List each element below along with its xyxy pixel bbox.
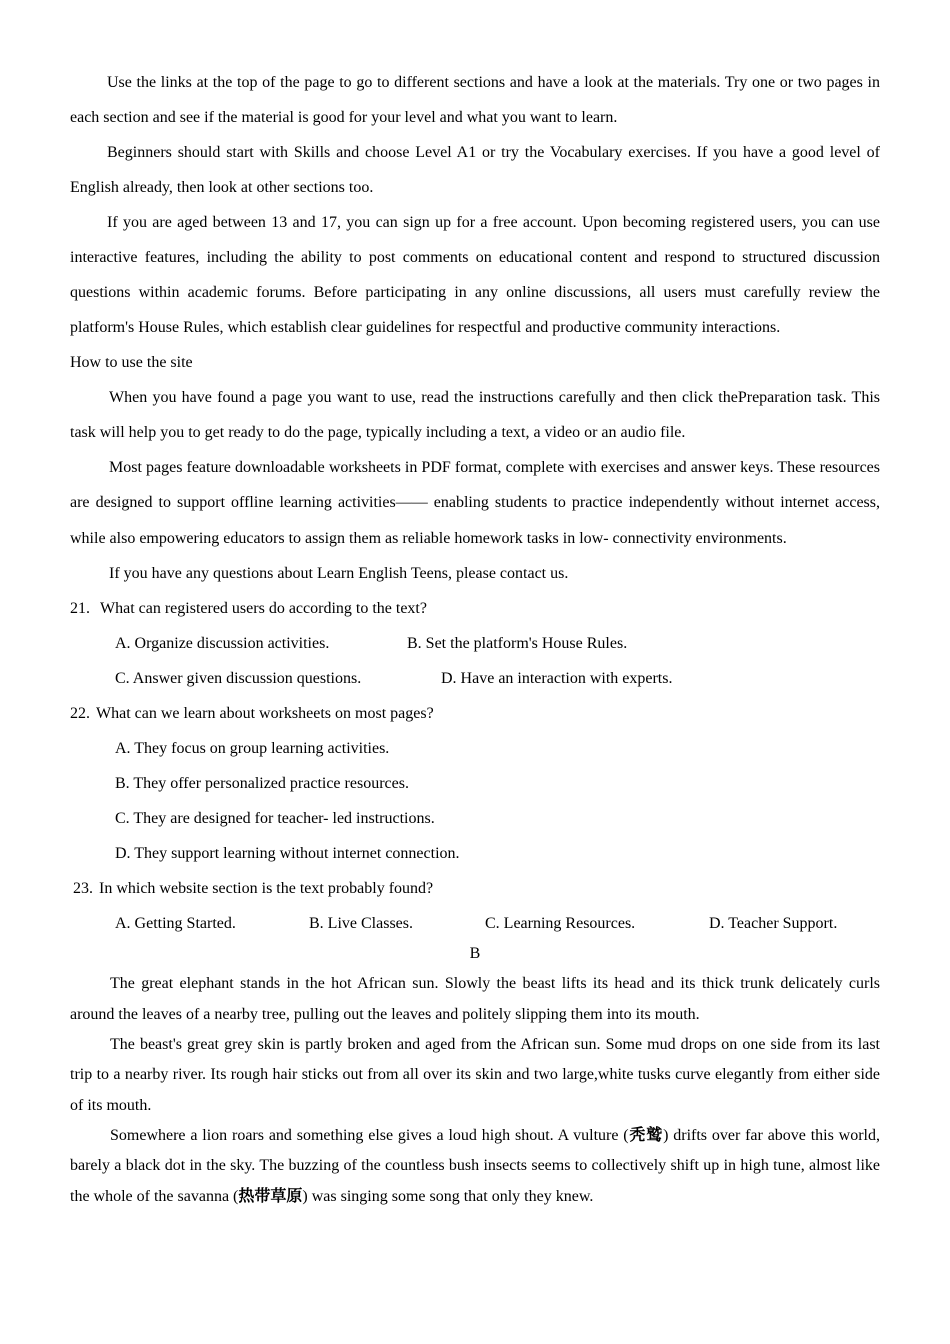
chinese-gloss-vulture: 秃鹫	[628, 1126, 664, 1144]
question-22-option-b-row	[70, 766, 880, 801]
passage-b-paragraph-3	[70, 1121, 880, 1212]
passage-a-paragraph: If you are aged between 13 and 17, you can sign up for a free account. Upon becoming registered users, you can use interactive features, including the ability to post comments on educational content and respond to structured discussion questions within academic forums. Before participating in any online discussions, all users must carefully review the platform's House Rules, which establish clear guidelines for respectful and productive community interactions.	[70, 213, 880, 337]
question-stem: What can we learn about worksheets on most pages?	[96, 704, 434, 722]
question-21-options-row-2	[70, 661, 880, 696]
chinese-gloss-savanna: 热带草原	[238, 1187, 303, 1205]
paragraph-text: ) was singing some song that only they knew.	[302, 1187, 594, 1205]
option-a: A. Getting Started.	[115, 915, 236, 933]
paragraph-text: Somewhere a lion roars and something else gives a loud high shout. A vulture (	[110, 1126, 629, 1144]
passage-a-paragraph: Beginners should start with Skills and choose Level A1 or try the Vocabulary exercises. If you have a good level of English already, then look at other sections too.	[70, 143, 880, 196]
passage-a-paragraph: If you have any questions about Learn English Teens, please contact us.	[109, 564, 569, 582]
passage-a-paragraph: Use the links at the top of the page to go to different sections and have a look at the materials. Try one or two pages in each section and see if the material is good for your level and what you want to learn.	[70, 73, 880, 126]
question-22-option-c-row	[70, 801, 880, 836]
question-22	[70, 696, 880, 731]
option-b: B. They offer personalized practice resources.	[115, 775, 409, 793]
option-c: C. Answer given discussion questions.	[115, 669, 362, 687]
option-d: D. Teacher Support.	[709, 915, 838, 933]
question-number: 23.	[73, 880, 93, 898]
question-23-options-row	[70, 906, 880, 941]
question-number: 21.	[70, 599, 90, 617]
option-d: D. They support learning without internet connection.	[115, 845, 460, 863]
passage-b	[70, 969, 880, 1211]
passage-a-subheading: How to use the site	[70, 354, 193, 372]
section-label-b: B	[469, 945, 481, 963]
option-d: D. Have an interaction with experts.	[441, 669, 673, 687]
question-stem: In which website section is the text probably found?	[99, 880, 434, 898]
question-22-option-d-row	[70, 836, 880, 871]
passage-a-paragraph: Most pages feature downloadable worksheets in PDF format, complete with exercises and answer keys. These resources are designed to support offline learning activities—— enabling students to practice independently without internet access, while also empowering educators to assign them as reliable homework tasks in low- connectivity environments.	[70, 459, 880, 547]
option-a: A. Organize discussion activities.	[115, 634, 330, 652]
option-b: B. Live Classes.	[309, 915, 413, 933]
question-23	[70, 871, 880, 906]
exam-page-content	[70, 65, 880, 1212]
option-a: A. They focus on group learning activities.	[115, 739, 390, 757]
option-c: C. Learning Resources.	[485, 915, 636, 933]
paragraph-text: ) drifts over far above this world, barely a black dot in the sky. The buzzing of the countless bush insects seems to collectively shift up in high tune, almost like the whole of the savanna (	[70, 1126, 880, 1205]
question-21-options-row-1	[70, 626, 880, 661]
passage-a	[70, 65, 880, 942]
question-22-option-a-row	[70, 731, 880, 766]
question-number: 22.	[70, 704, 90, 722]
passage-b-paragraph: The great elephant stands in the hot African sun. Slowly the beast lifts its head and its thick trunk delicately curls around the leaves of a nearby tree, pulling out the leaves and politely slipping them into its mouth.	[70, 975, 880, 1023]
passage-a-paragraph: When you have found a page you want to use, read the instructions carefully and then click thePreparation task. This task will help you to get ready to do the page, typically including a text, a video or an audio file.	[70, 389, 880, 442]
question-21	[70, 591, 880, 626]
passage-b-paragraph: The beast's great grey skin is partly broken and aged from the African sun. Some mud drops on one side from its last trip to a nearby river. Its rough hair sticks out from all over its skin and two large,white tusks curve elegantly from either side of its mouth.	[70, 1036, 880, 1114]
option-b: B. Set the platform's House Rules.	[407, 634, 628, 652]
question-stem: What can registered users do according to the text?	[100, 599, 427, 617]
option-c: C. They are designed for teacher- led instructions.	[115, 810, 435, 828]
